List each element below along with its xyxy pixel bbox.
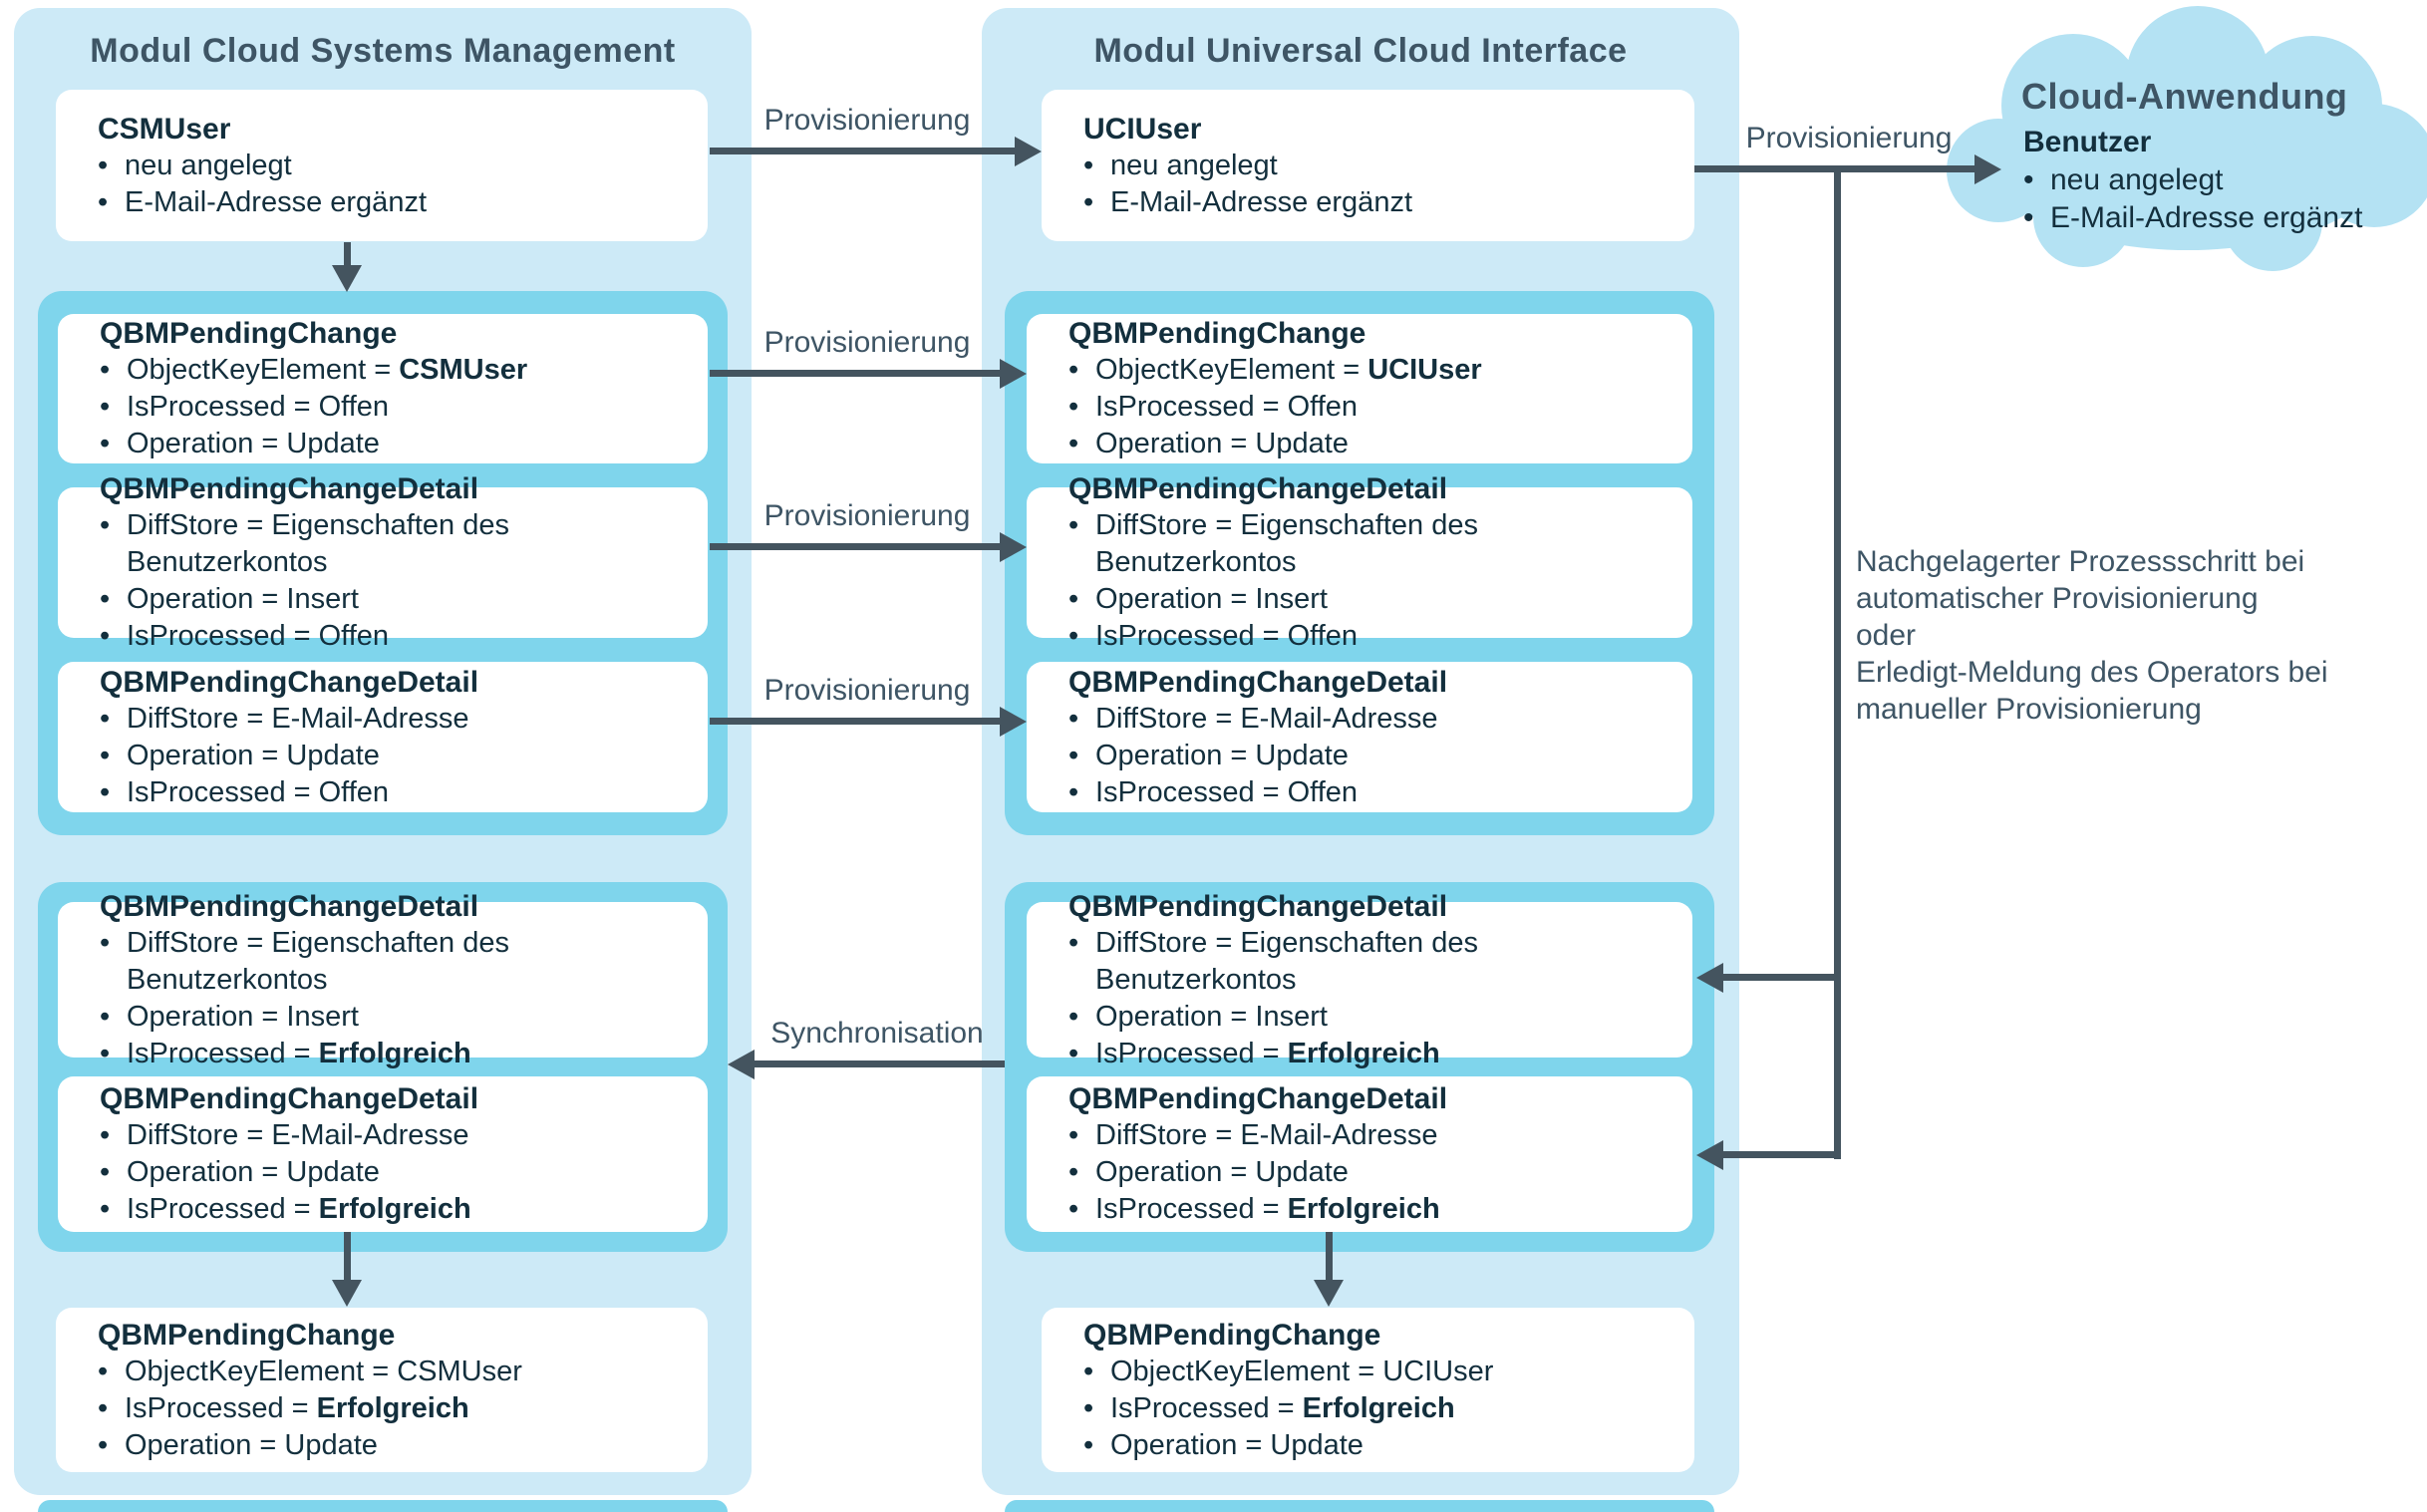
bullet-text: Operation = Insert bbox=[1095, 1000, 1328, 1033]
bullet-text: IsProcessed = Erfolgreich bbox=[125, 1391, 469, 1424]
bullet-item bbox=[1068, 1191, 1678, 1228]
box-bullets bbox=[1068, 352, 1678, 462]
bullet-dot-icon: • bbox=[1083, 1355, 1094, 1387]
bullet-text: IsProcessed = Offen bbox=[127, 391, 390, 423]
bullet-item bbox=[98, 184, 694, 221]
bullet-item bbox=[100, 774, 694, 811]
bullet-dot-icon: • bbox=[2023, 201, 2034, 234]
bullet-text: DiffStore = Eigenschaften des Benutzerkontos bbox=[1095, 926, 1478, 996]
bullet-text: Operation = Update bbox=[127, 1156, 380, 1188]
bullet-text: Operation = Update bbox=[127, 739, 380, 771]
box-title: Benutzer bbox=[2023, 126, 2152, 158]
process-note bbox=[1856, 543, 2414, 728]
bullet-text: Operation = Update bbox=[127, 428, 380, 459]
bullet-dot-icon: • bbox=[100, 1037, 111, 1069]
bullet-text: neu angelegt bbox=[1110, 149, 1278, 181]
arrowhead-right-icon bbox=[1000, 707, 1027, 737]
bullet-text: Operation = Insert bbox=[127, 1000, 359, 1033]
bullet-dot-icon: • bbox=[98, 149, 109, 181]
box-left-pendingchange-open bbox=[58, 314, 708, 463]
bullet-dot-icon: • bbox=[1068, 1119, 1079, 1151]
bullet-item bbox=[1068, 389, 1678, 426]
bullet-item bbox=[1068, 701, 1678, 738]
bullet-dot-icon: • bbox=[1068, 428, 1079, 459]
box-bullets bbox=[98, 148, 694, 221]
bullet-text: IsProcessed = Offen bbox=[1095, 620, 1359, 652]
bullet-dot-icon: • bbox=[2023, 163, 2034, 196]
arrowhead-right-icon bbox=[1015, 137, 1042, 166]
bullet-item bbox=[100, 1117, 694, 1154]
box-middle-detail-properties-open bbox=[1027, 472, 1692, 652]
bullet-dot-icon: • bbox=[1068, 391, 1079, 423]
bullet-dot-icon: • bbox=[1083, 185, 1094, 218]
bullet-text: neu angelegt bbox=[2050, 163, 2224, 196]
label-provisionierung-3: Provisionierung bbox=[763, 499, 971, 532]
bullet-text: ObjectKeyElement = CSMUser bbox=[127, 354, 528, 386]
bullet-text: DiffStore = E-Mail-Adresse bbox=[127, 1119, 469, 1151]
bullet-item bbox=[1068, 1154, 1678, 1191]
bullet-item bbox=[98, 1390, 694, 1427]
bullet-dot-icon: • bbox=[1083, 149, 1094, 181]
bullet-dot-icon: • bbox=[100, 702, 111, 735]
bullet-text: DiffStore = Eigenschaften des Benutzerkontos bbox=[1095, 509, 1478, 578]
bullet-item bbox=[1068, 999, 1678, 1036]
note-line: manueller Provisionierung bbox=[1856, 693, 2202, 726]
feedback-vertical-line bbox=[1834, 165, 1841, 1159]
label-synchronisation: Synchronisation bbox=[770, 1017, 984, 1050]
bullet-dot-icon: • bbox=[100, 926, 111, 959]
label-provisionierung-2: Provisionierung bbox=[763, 326, 971, 359]
box-left-pendingchange-done bbox=[56, 1308, 708, 1472]
bullet-item bbox=[1068, 581, 1678, 618]
bullet-text: DiffStore = Eigenschaften des Benutzerkontos bbox=[127, 926, 509, 996]
bullet-dot-icon: • bbox=[98, 1428, 109, 1461]
arrowhead-left-icon bbox=[1696, 1140, 1723, 1170]
bullet-dot-icon: • bbox=[1068, 775, 1079, 808]
bullet-item bbox=[100, 1036, 694, 1072]
box-middle-detail-email-open bbox=[1027, 662, 1692, 812]
bullet-item bbox=[2023, 199, 2412, 237]
bullet-item bbox=[1068, 426, 1678, 462]
note-line: automatischer Provisionierung bbox=[1856, 582, 2259, 615]
box-title: QBMPendingChange bbox=[98, 1318, 396, 1352]
arrow-provisionierung-2-line bbox=[710, 370, 1002, 377]
bullet-dot-icon: • bbox=[1068, 1000, 1079, 1033]
box-bullets bbox=[98, 1354, 694, 1464]
bullet-dot-icon: • bbox=[1068, 926, 1079, 959]
bullet-dot-icon: • bbox=[100, 1193, 111, 1225]
bullet-text: Operation = Insert bbox=[1095, 583, 1328, 615]
bullet-item bbox=[1068, 774, 1678, 811]
bullet-item bbox=[100, 352, 694, 389]
label-provisionierung-cloud: Provisionierung bbox=[1745, 122, 1953, 154]
bullet-item bbox=[1083, 1427, 1680, 1464]
feedback-branch-2-line bbox=[1723, 1151, 1838, 1158]
bullet-text: DiffStore = E-Mail-Adresse bbox=[1095, 702, 1438, 735]
note-line: Nachgelagerter Prozessschritt bei bbox=[1856, 545, 2305, 578]
arrowhead-left-icon bbox=[728, 1050, 755, 1079]
left-panel-title: Modul Cloud Systems Management bbox=[90, 32, 676, 70]
bullet-item bbox=[100, 426, 694, 462]
bullet-dot-icon: • bbox=[100, 509, 111, 541]
box-title: QBMPendingChangeDetail bbox=[1068, 665, 1448, 699]
bullet-item bbox=[1068, 738, 1678, 774]
box-title: QBMPendingChange bbox=[1083, 1318, 1381, 1352]
bullet-dot-icon: • bbox=[1068, 1037, 1079, 1069]
box-uciuser bbox=[1042, 90, 1694, 241]
bullet-text: DiffStore = Eigenschaften des Benutzerkontos bbox=[127, 509, 509, 578]
bullet-item bbox=[100, 738, 694, 774]
box-title: QBMPendingChangeDetail bbox=[100, 1082, 479, 1115]
bullet-dot-icon: • bbox=[1068, 354, 1079, 386]
box-left-detail-email-open bbox=[58, 662, 708, 812]
arrowhead-left-icon bbox=[1696, 963, 1723, 993]
box-title: QBMPendingChangeDetail bbox=[100, 472, 479, 505]
bullet-text: IsProcessed = Erfolgreich bbox=[1095, 1193, 1440, 1225]
bullet-dot-icon: • bbox=[100, 391, 111, 423]
bullet-text: neu angelegt bbox=[125, 149, 292, 181]
arrowhead-down-icon bbox=[1314, 1280, 1344, 1307]
box-title: CSMUser bbox=[98, 112, 231, 146]
bullet-item bbox=[100, 925, 694, 999]
bullet-text: IsProcessed = Offen bbox=[127, 775, 390, 808]
bullet-text: Operation = Insert bbox=[127, 583, 359, 615]
box-middle-detail-email-done bbox=[1027, 1076, 1692, 1232]
bullet-dot-icon: • bbox=[1083, 1391, 1094, 1424]
box-middle-detail-properties-done bbox=[1027, 889, 1692, 1069]
box-left-detail-properties-done bbox=[58, 889, 708, 1069]
bullet-text: IsProcessed = Erfolgreich bbox=[127, 1037, 471, 1069]
bullet-text: ObjectKeyElement = CSMUser bbox=[125, 1355, 522, 1387]
bullet-dot-icon: • bbox=[100, 354, 111, 386]
bullet-dot-icon: • bbox=[98, 1391, 109, 1424]
bullet-item bbox=[98, 1427, 694, 1464]
bullet-item bbox=[1083, 1390, 1680, 1427]
box-bullets bbox=[100, 507, 694, 655]
bullet-text: Operation = Update bbox=[1095, 428, 1349, 459]
bullet-item bbox=[100, 999, 694, 1036]
bullet-text: Operation = Update bbox=[1095, 1156, 1349, 1188]
box-left-detail-email-done bbox=[58, 1076, 708, 1232]
feedback-branch-1-line bbox=[1723, 974, 1838, 981]
box-title: QBMPendingChangeDetail bbox=[1068, 1082, 1448, 1115]
arrowhead-right-icon bbox=[1000, 532, 1027, 562]
cloud-user-block bbox=[2023, 124, 2412, 237]
bullet-dot-icon: • bbox=[1083, 1428, 1094, 1461]
bullet-text: IsProcessed = Offen bbox=[1095, 775, 1359, 808]
bullet-dot-icon: • bbox=[100, 428, 111, 459]
bullet-item bbox=[100, 1191, 694, 1228]
bullet-text: Operation = Update bbox=[1110, 1428, 1364, 1461]
box-bullets bbox=[1083, 1354, 1680, 1464]
bullet-text: IsProcessed = Erfolgreich bbox=[1110, 1391, 1455, 1424]
bullet-text: IsProcessed = Erfolgreich bbox=[1095, 1037, 1440, 1069]
bullet-item bbox=[100, 507, 694, 581]
arrow-synchronisation-line bbox=[755, 1060, 1005, 1067]
bullet-dot-icon: • bbox=[1068, 1156, 1079, 1188]
bullet-text: Operation = Update bbox=[1095, 739, 1349, 771]
box-title: QBMPendingChangeDetail bbox=[100, 889, 479, 923]
arrow-provisionierung-4-line bbox=[710, 718, 1002, 725]
bullet-dot-icon: • bbox=[98, 185, 109, 218]
box-bullets bbox=[100, 352, 694, 462]
box-middle-pendingchange-done bbox=[1042, 1308, 1694, 1472]
box-title: QBMPendingChangeDetail bbox=[100, 665, 479, 699]
bullet-item bbox=[100, 701, 694, 738]
box-title: QBMPendingChangeDetail bbox=[1068, 889, 1448, 923]
bullet-item bbox=[1068, 925, 1678, 999]
note-line: oder bbox=[1856, 619, 1917, 652]
box-bullets bbox=[100, 701, 694, 811]
bullet-item bbox=[98, 148, 694, 184]
bullet-text: DiffStore = E-Mail-Adresse bbox=[127, 702, 469, 735]
bullet-dot-icon: • bbox=[1068, 620, 1079, 652]
middle-bottom-group-strip bbox=[1005, 1500, 1714, 1512]
left-down-arrow-2-line bbox=[344, 1232, 351, 1282]
bullet-dot-icon: • bbox=[100, 583, 111, 615]
bullet-text: DiffStore = E-Mail-Adresse bbox=[1095, 1119, 1438, 1151]
bullet-dot-icon: • bbox=[1068, 702, 1079, 735]
bullet-text: ObjectKeyElement = UCIUser bbox=[1095, 354, 1482, 386]
label-provisionierung-4: Provisionierung bbox=[763, 674, 971, 707]
bullet-item bbox=[1068, 1117, 1678, 1154]
bullet-dot-icon: • bbox=[1068, 739, 1079, 771]
bullet-dot-icon: • bbox=[100, 1119, 111, 1151]
box-title: UCIUser bbox=[1083, 112, 1202, 146]
bullet-item bbox=[2023, 161, 2412, 199]
box-bullets bbox=[1068, 507, 1678, 655]
bullet-text: ObjectKeyElement = UCIUser bbox=[1110, 1355, 1494, 1387]
bullet-item bbox=[1083, 184, 1680, 221]
bullet-item bbox=[1068, 1036, 1678, 1072]
bullet-item bbox=[100, 389, 694, 426]
arrowhead-down-icon bbox=[332, 1280, 362, 1307]
bullet-dot-icon: • bbox=[100, 739, 111, 771]
bullet-dot-icon: • bbox=[100, 1156, 111, 1188]
bullet-dot-icon: • bbox=[98, 1355, 109, 1387]
bullet-item bbox=[98, 1354, 694, 1390]
bullet-item bbox=[100, 1154, 694, 1191]
bullet-text: E-Mail-Adresse ergänzt bbox=[2050, 201, 2363, 234]
box-bullets bbox=[100, 925, 694, 1072]
bullet-item bbox=[1068, 618, 1678, 655]
box-csmuser bbox=[56, 90, 708, 241]
bullet-text: E-Mail-Adresse ergänzt bbox=[1110, 185, 1412, 218]
arrow-provisionierung-1-line bbox=[710, 148, 1017, 154]
bullet-text: IsProcessed = Offen bbox=[1095, 391, 1359, 423]
box-title: QBMPendingChangeDetail bbox=[1068, 472, 1448, 505]
bullet-item bbox=[1068, 352, 1678, 389]
bullet-item bbox=[100, 618, 694, 655]
bullet-item bbox=[1083, 148, 1680, 184]
note-line: Erledigt-Meldung des Operators bei bbox=[1856, 656, 2328, 689]
arrowhead-right-icon bbox=[1974, 154, 2001, 184]
bullet-dot-icon: • bbox=[100, 620, 111, 652]
bullet-text: IsProcessed = Offen bbox=[127, 620, 390, 652]
arrow-provisionierung-3-line bbox=[710, 543, 1002, 550]
bullet-dot-icon: • bbox=[100, 1000, 111, 1033]
bullet-item bbox=[1083, 1354, 1680, 1390]
bullet-text: Operation = Update bbox=[125, 1428, 378, 1461]
middle-panel-title: Modul Universal Cloud Interface bbox=[1093, 32, 1628, 70]
arrowhead-down-icon bbox=[332, 265, 362, 292]
bullet-text: E-Mail-Adresse ergänzt bbox=[125, 185, 427, 218]
box-middle-pendingchange-open bbox=[1027, 314, 1692, 463]
arrowhead-right-icon bbox=[1000, 359, 1027, 389]
box-bullets bbox=[1068, 925, 1678, 1072]
bullet-text: IsProcessed = Erfolgreich bbox=[127, 1193, 471, 1225]
bullet-dot-icon: • bbox=[1068, 1193, 1079, 1225]
cloud-title: Cloud-Anwendung bbox=[2021, 76, 2348, 117]
box-bullets bbox=[1068, 701, 1678, 811]
box-title: QBMPendingChange bbox=[100, 317, 398, 350]
bullet-dot-icon: • bbox=[1068, 509, 1079, 541]
left-bottom-group-strip bbox=[38, 1500, 728, 1512]
box-bullets bbox=[100, 1117, 694, 1228]
box-bullets bbox=[1083, 148, 1680, 221]
box-title: QBMPendingChange bbox=[1068, 317, 1366, 350]
box-bullets bbox=[2023, 161, 2412, 237]
label-provisionierung-1: Provisionierung bbox=[763, 104, 971, 137]
bullet-item bbox=[1068, 507, 1678, 581]
box-bullets bbox=[1068, 1117, 1678, 1228]
bullet-item bbox=[100, 581, 694, 618]
middle-down-arrow-line bbox=[1326, 1232, 1333, 1282]
bullet-dot-icon: • bbox=[1068, 583, 1079, 615]
box-left-detail-properties-open bbox=[58, 472, 708, 652]
bullet-dot-icon: • bbox=[100, 775, 111, 808]
